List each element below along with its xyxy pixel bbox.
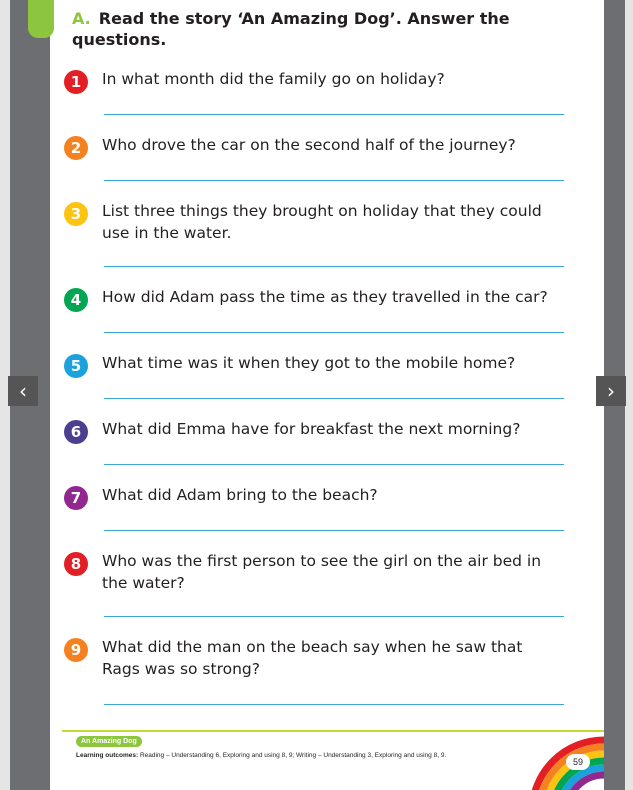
question-text: What time was it when they got to the mobile home? [102, 354, 516, 372]
right-edge [625, 0, 633, 790]
question-text: Who drove the car on the second half of the journey? [102, 136, 516, 154]
learning-outcomes-text: Reading – Understanding 6, Exploring and using 8, 9; Writing – Understanding 3, Exploring and using 8, 9. [139, 752, 447, 759]
answer-line[interactable] [104, 530, 564, 531]
answer-line[interactable] [104, 114, 564, 115]
section-heading [72, 8, 542, 50]
question-text: Who was the first person to see the girl on the air bed in the water? [102, 552, 542, 592]
chevron-right-icon: › [607, 379, 615, 403]
question-text: List three things they brought on holiday that they could use in the water. [102, 202, 542, 242]
story-title-badge: An Amazing Dog [76, 736, 142, 747]
answer-line[interactable] [104, 266, 564, 267]
question-number-badge: 1 [64, 70, 88, 94]
answer-line[interactable] [104, 180, 564, 181]
answer-line[interactable] [104, 616, 564, 617]
question-number-badge: 6 [64, 420, 88, 444]
question-number-badge: 3 [64, 202, 88, 226]
previous-page-button[interactable] [8, 376, 38, 406]
question-text: How did Adam pass the time as they travelled in the car? [102, 288, 548, 306]
answer-line[interactable] [104, 332, 564, 333]
next-page-button[interactable] [596, 376, 626, 406]
section-tab [28, 0, 54, 38]
question-number-badge: 9 [64, 638, 88, 662]
question-text: In what month did the family go on holiday? [102, 70, 445, 88]
question-number-badge: 7 [64, 486, 88, 510]
question-number-badge: 4 [64, 288, 88, 312]
question-text: What did the man on the beach say when he saw that Rags was so strong? [102, 638, 523, 678]
answer-line[interactable] [104, 704, 564, 705]
learning-outcomes [76, 752, 546, 759]
answer-line[interactable] [104, 398, 564, 399]
chevron-left-icon: ‹ [19, 379, 27, 403]
footer-divider [62, 730, 604, 732]
question-number-badge: 8 [64, 552, 88, 576]
question-number-badge: 5 [64, 354, 88, 378]
question-text: What did Emma have for breakfast the next morning? [102, 420, 521, 438]
section-title: Read the story ‘An Amazing Dog’. Answer the questions. [72, 9, 510, 49]
page-number: 59 [566, 754, 590, 770]
answer-line[interactable] [104, 464, 564, 465]
learning-outcomes-label: Learning outcomes: [76, 752, 139, 759]
question-number-badge: 2 [64, 136, 88, 160]
section-letter: A. [72, 9, 91, 28]
question-text: What did Adam bring to the beach? [102, 486, 378, 504]
